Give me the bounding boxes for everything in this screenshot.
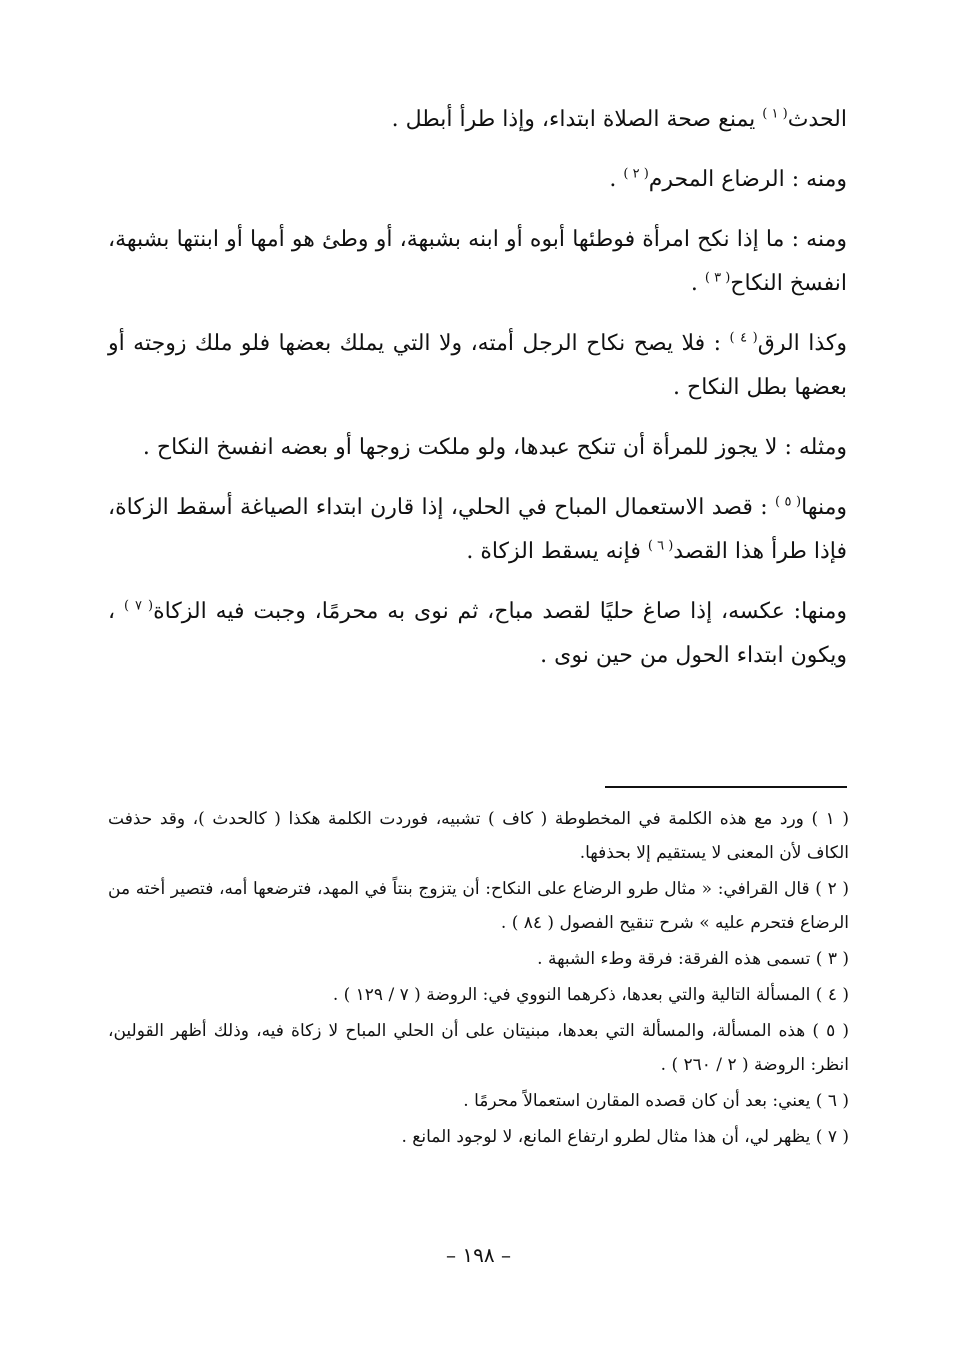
paragraph-text: ، ويكون ابتداء الحول من حين نوى . [108,599,847,668]
footnote-ref-4: ( ٤ ) [729,330,758,346]
paragraph-riqq [108,322,847,410]
footnote-4 [108,978,849,1012]
paragraph-text: الحدث [787,107,847,132]
footnote-text: يظهر لي، أن هذا مثال لطرو ارتفاع المانع، لا لوجود المانع . [401,1127,811,1147]
footnote-text: هذه المسألة، والمسألة التي بعدها، مبنيتان على أن الحلي المباح لا زكاة فيه، وذلك أظهر القولين، انظر: الروضة ( ٢ / ٢٦٠ ) . [108,1021,849,1075]
paragraph-text: يمنع صحة الصلاة ابتداء، وإذا طرأ أبطل . [391,107,763,132]
footnote-text: المسألة التالية والتي بعدها، ذكرهما النووي في: الروضة ( ٧ / ١٢٩ ) . [332,985,811,1005]
footnote-separator [605,786,847,788]
footnote-3 [108,942,849,976]
page-number: – ١٩٨ – [446,1243,511,1267]
paragraph-text: . [690,271,705,296]
footnote-mark: ( ٤ ) [815,985,849,1005]
paragraph-text: ومنها: عكسه، إذا صاغ حليًا لقصد مباح، ثم نوى به محرمًا، وجبت فيه الزكاة [153,599,847,624]
paragraph-mar-abd [108,426,847,470]
paragraph-huli-aks [108,590,847,678]
footnote-1 [108,802,849,870]
footnote-7 [108,1120,849,1154]
footnote-ref-1: ( ١ ) [762,106,788,122]
paragraph-text: ومثله : لا يجوز للمرأة أن تنكح عبدها، ولو ملكت زوجها أو بعضه انفسخ النكاح . [142,435,847,460]
paragraph-text: : فلا يصح نكاح الرجل أمته، ولا التي يملك بعضها فلو ملك زوجته أو بعضها بطل النكاح . [108,331,847,400]
paragraph-text: : قصد الاستعمال المباح في الحلي، إذا قارن ابتداء الصياغة أسقط الزكاة، فإذا طرأ هذا القصد [108,495,847,564]
footnote-ref-5: ( ٥ ) [774,494,802,510]
footnotes [108,802,849,1156]
paragraph-nikah-shubha [108,218,847,306]
paragraph-text: فإنه يسقط الزكاة . [466,539,648,564]
paragraph-text: ومنه : ما إذا نكح امرأة فوطئها أبوه أو ابنه بشبهة، أو وطئ هو أمها أو ابنتها بشبهة، انفسخ النكاح [108,227,847,296]
paragraph-rada [108,158,847,202]
footnote-ref-6: ( ٦ ) [647,538,674,554]
footnote-mark: ( ٢ ) [815,879,849,899]
footnote-ref-3: ( ٣ ) [704,270,731,286]
footnote-6 [108,1084,849,1118]
paragraph-text: ومنه : الرضاع المحرم [648,167,847,192]
footnote-text: يعني: بعد أن كان قصده المقارن استعمالاً محرمًا . [463,1091,811,1111]
footnote-ref-7: ( ٧ ) [123,598,154,614]
main-text [108,98,847,694]
footnote-ref-2: ( ٢ ) [623,166,649,182]
paragraph-hadath [108,98,847,142]
paragraph-text: ومنها [801,495,847,520]
paragraph-text: وكذا الرق [757,331,847,356]
footnote-text: تسمى هذه الفرقة: فرقة وطء الشبهة . [537,949,811,969]
paragraph-huli-istimal [108,486,847,574]
footnote-mark: ( ٣ ) [815,949,849,969]
footnote-5 [108,1014,849,1082]
footnote-mark: ( ٥ ) [812,1021,849,1041]
paragraph-text: . [609,167,624,192]
footnote-mark: ( ١ ) [811,809,849,829]
footnote-text: قال القرافي: « مثال طرو الرضاع على النكاح: أن يتزوج بنتاً في المهد، فترضعها أمه، فتصير أخته من الرضاع فتحرم عليه » شرح تنقيح الفصول ( ٨٤ ) . [108,879,849,933]
footnote-mark: ( ٧ ) [815,1127,849,1147]
footnote-mark: ( ٦ ) [815,1091,849,1111]
footnote-text: ورد مع هذه الكلمة في المخطوطة ( كاف ) تشبيه، فوردت الكلمة هكذا ( كالحدث )، وقد حذفت الكاف لأن المعنى لا يستقيم إلا بحذفها. [108,809,849,863]
footnote-2 [108,872,849,940]
